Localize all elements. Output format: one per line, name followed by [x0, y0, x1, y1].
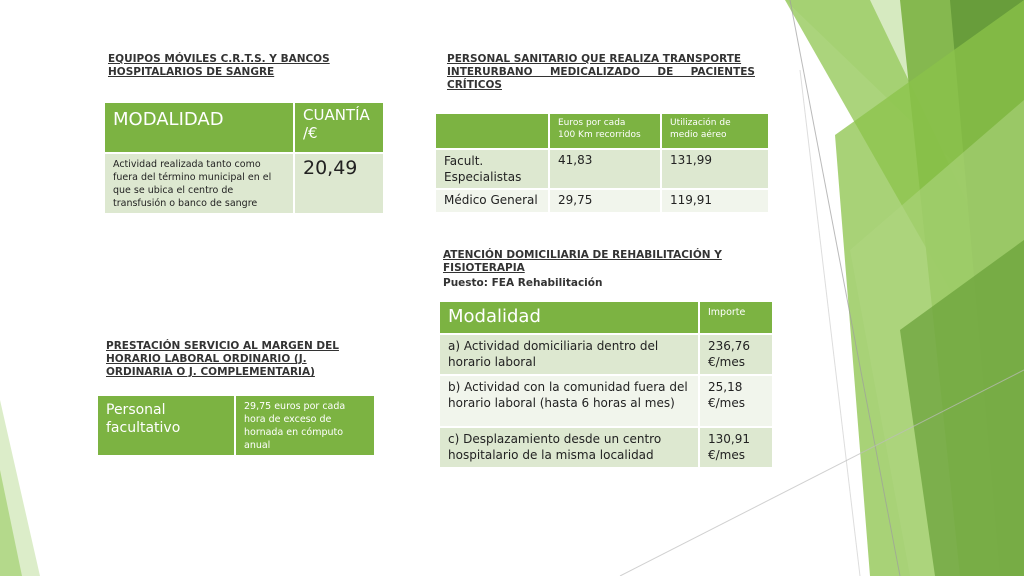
- table-rehabilitacion: [438, 300, 774, 469]
- row-modalidad-b: b) Actividad con la comunidad fuera del horario laboral (hasta 6 horas al mes): [440, 376, 698, 426]
- row-km-especialistas: 41,83: [550, 150, 660, 188]
- section-heading-prestacion: PRESTACIÓN SERVICIO AL MARGEN DEL HORARIO LABORAL ORDINARIO (J. ORDINARIA O J. COMPLEMENTARIA): [106, 340, 339, 378]
- row-label-especialistas: Facult. Especialistas: [436, 150, 548, 188]
- label-personal-facultativo: Personal facultativo: [98, 396, 234, 455]
- row-km-medico-general: 29,75: [550, 190, 660, 212]
- row-modalidad-c: c) Desplazamiento desde un centro hospitalario de la misma localidad: [440, 428, 698, 467]
- section-heading-transporte: PERSONAL SANITARIO QUE REALIZA TRANSPORTE INTERURBANO MEDICALIZADO DE PACIENTES CRÍTICOS: [447, 53, 755, 91]
- row-importe-c: 130,91 €/mes: [700, 428, 772, 467]
- section-heading-rehabilitacion: ATENCIÓN DOMICILIARIA DE REHABILITACIÓN Y FISIOTERAPIA: [443, 249, 722, 274]
- header-euros-km: Euros por cada 100 Km recorridos: [550, 114, 660, 148]
- row-importe-a: 236,76 €/mes: [700, 335, 772, 374]
- header-empty: [436, 114, 548, 148]
- row-air-especialistas: 131,99: [662, 150, 768, 188]
- header-cuantia: CUANTÍA /€: [295, 103, 383, 152]
- header-importe: Importe: [700, 302, 772, 333]
- value-exceso-horas: 29,75 euros por cada hora de exceso de hornada en cómputo anual: [236, 396, 374, 455]
- header-modalidad: MODALIDAD: [105, 103, 293, 152]
- table-prestacion: [96, 394, 376, 457]
- row-modalidad-a: a) Actividad domiciliaria dentro del horario laboral: [440, 335, 698, 374]
- row-value: 20,49: [295, 154, 383, 213]
- section-heading-equipos-moviles: EQUIPOS MÓVILES C.R.T.S. Y BANCOS HOSPITALARIOS DE SANGRE: [108, 53, 330, 78]
- row-label-medico-general: Médico General: [436, 190, 548, 212]
- table-transporte: [434, 112, 770, 214]
- row-air-medico-general: 119,91: [662, 190, 768, 212]
- puesto-label: Puesto: FEA Rehabilitación: [443, 277, 603, 289]
- table-equipos-moviles: [103, 101, 385, 215]
- row-description: Actividad realizada tanto como fuera del término municipal en el que se ubica el centro de transfusión o banco de sangre: [105, 154, 293, 213]
- header-medio-aereo: Utilización de medio aéreo: [662, 114, 768, 148]
- row-importe-b: 25,18 €/mes: [700, 376, 772, 426]
- header-modalidad-rehab: Modalidad: [440, 302, 698, 333]
